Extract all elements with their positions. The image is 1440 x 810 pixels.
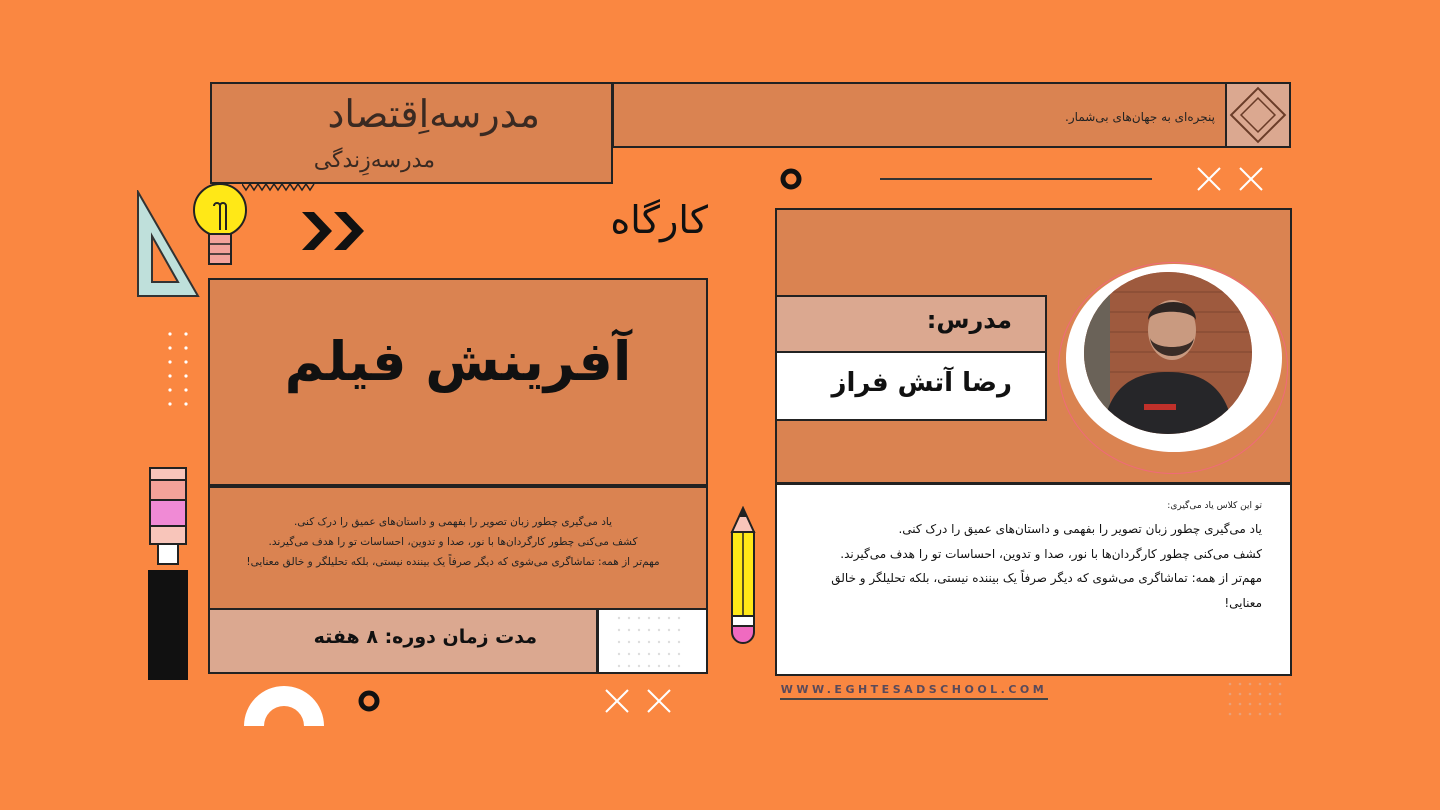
instructor-photo — [1084, 272, 1252, 434]
cross-marks-decoration — [1194, 166, 1268, 192]
school-logo — [1225, 82, 1291, 148]
tagline: پنجره‌ای به جهان‌های بی‌شمار. — [1065, 110, 1215, 124]
description-line: مهم‌تر از همه: تماشاگری می‌شوی که دیگر صرفاً یک بیننده نیستی، بلکه تحلیلگر و خالق معنایی! — [246, 556, 660, 568]
instructor-label: مدرس: — [926, 306, 1012, 334]
dots-decoration — [1226, 680, 1290, 722]
cross-marks-decoration — [602, 688, 676, 714]
instructor-name: رضا آتش فراز — [831, 368, 1012, 398]
ring-decoration — [356, 688, 382, 714]
workshop-label: کارگاه — [610, 198, 708, 242]
dots-decoration — [166, 330, 194, 408]
highlighter-icon — [146, 466, 190, 682]
dots-decoration — [599, 610, 706, 672]
instructor-avatar-icon — [1084, 272, 1252, 434]
course-description — [232, 512, 674, 572]
dots-panel — [597, 608, 708, 674]
learning-line: مهم‌تر از همه: تماشاگری می‌شوی که دیگر صرفاً یک بیننده نیستی، بلکه تحلیلگر و خالق معنایی! — [831, 571, 1262, 610]
double-chevron-icon — [300, 208, 370, 254]
course-title: آفرینش فیلم — [284, 330, 632, 393]
course-duration: مدت زمان دوره: ۸ هفته — [313, 626, 537, 648]
learning-outcomes — [800, 517, 1262, 615]
learning-heading: تو این کلاس یاد می‌گیری: — [1167, 501, 1262, 511]
website-underline — [780, 698, 1048, 700]
lightbulb-icon — [188, 182, 252, 270]
divider-line — [880, 178, 1152, 180]
learning-line: کشف می‌کنی چطور کارگردان‌ها با نور، صدا و تدوین، احساسات تو را هدف می‌گیرند. — [840, 546, 1262, 561]
school-title: مدرسه‌اِقتصاد — [327, 92, 540, 136]
semicircle-decoration — [242, 684, 326, 728]
learning-line: یاد می‌گیری چطور زبان تصویر را بفهمی و داستان‌های عمیق را درک کنی. — [898, 522, 1262, 536]
zigzag-decoration — [242, 182, 317, 192]
pencil-icon — [726, 506, 760, 646]
ring-decoration — [778, 166, 804, 192]
logo-diamond-icon — [1227, 84, 1289, 146]
website-link[interactable]: WWW.EGHTESADSCHOOL.COM — [780, 683, 1048, 696]
school-subtitle: مدرسه‌زِندگی — [313, 148, 435, 173]
description-line: کشف می‌کنی چطور کارگردان‌ها با نور، صدا و تدوین، احساسات تو را هدف می‌گیرند. — [268, 536, 638, 548]
description-line: یاد می‌گیری چطور زبان تصویر را بفهمی و داستان‌های عمیق را درک کنی. — [293, 516, 613, 528]
